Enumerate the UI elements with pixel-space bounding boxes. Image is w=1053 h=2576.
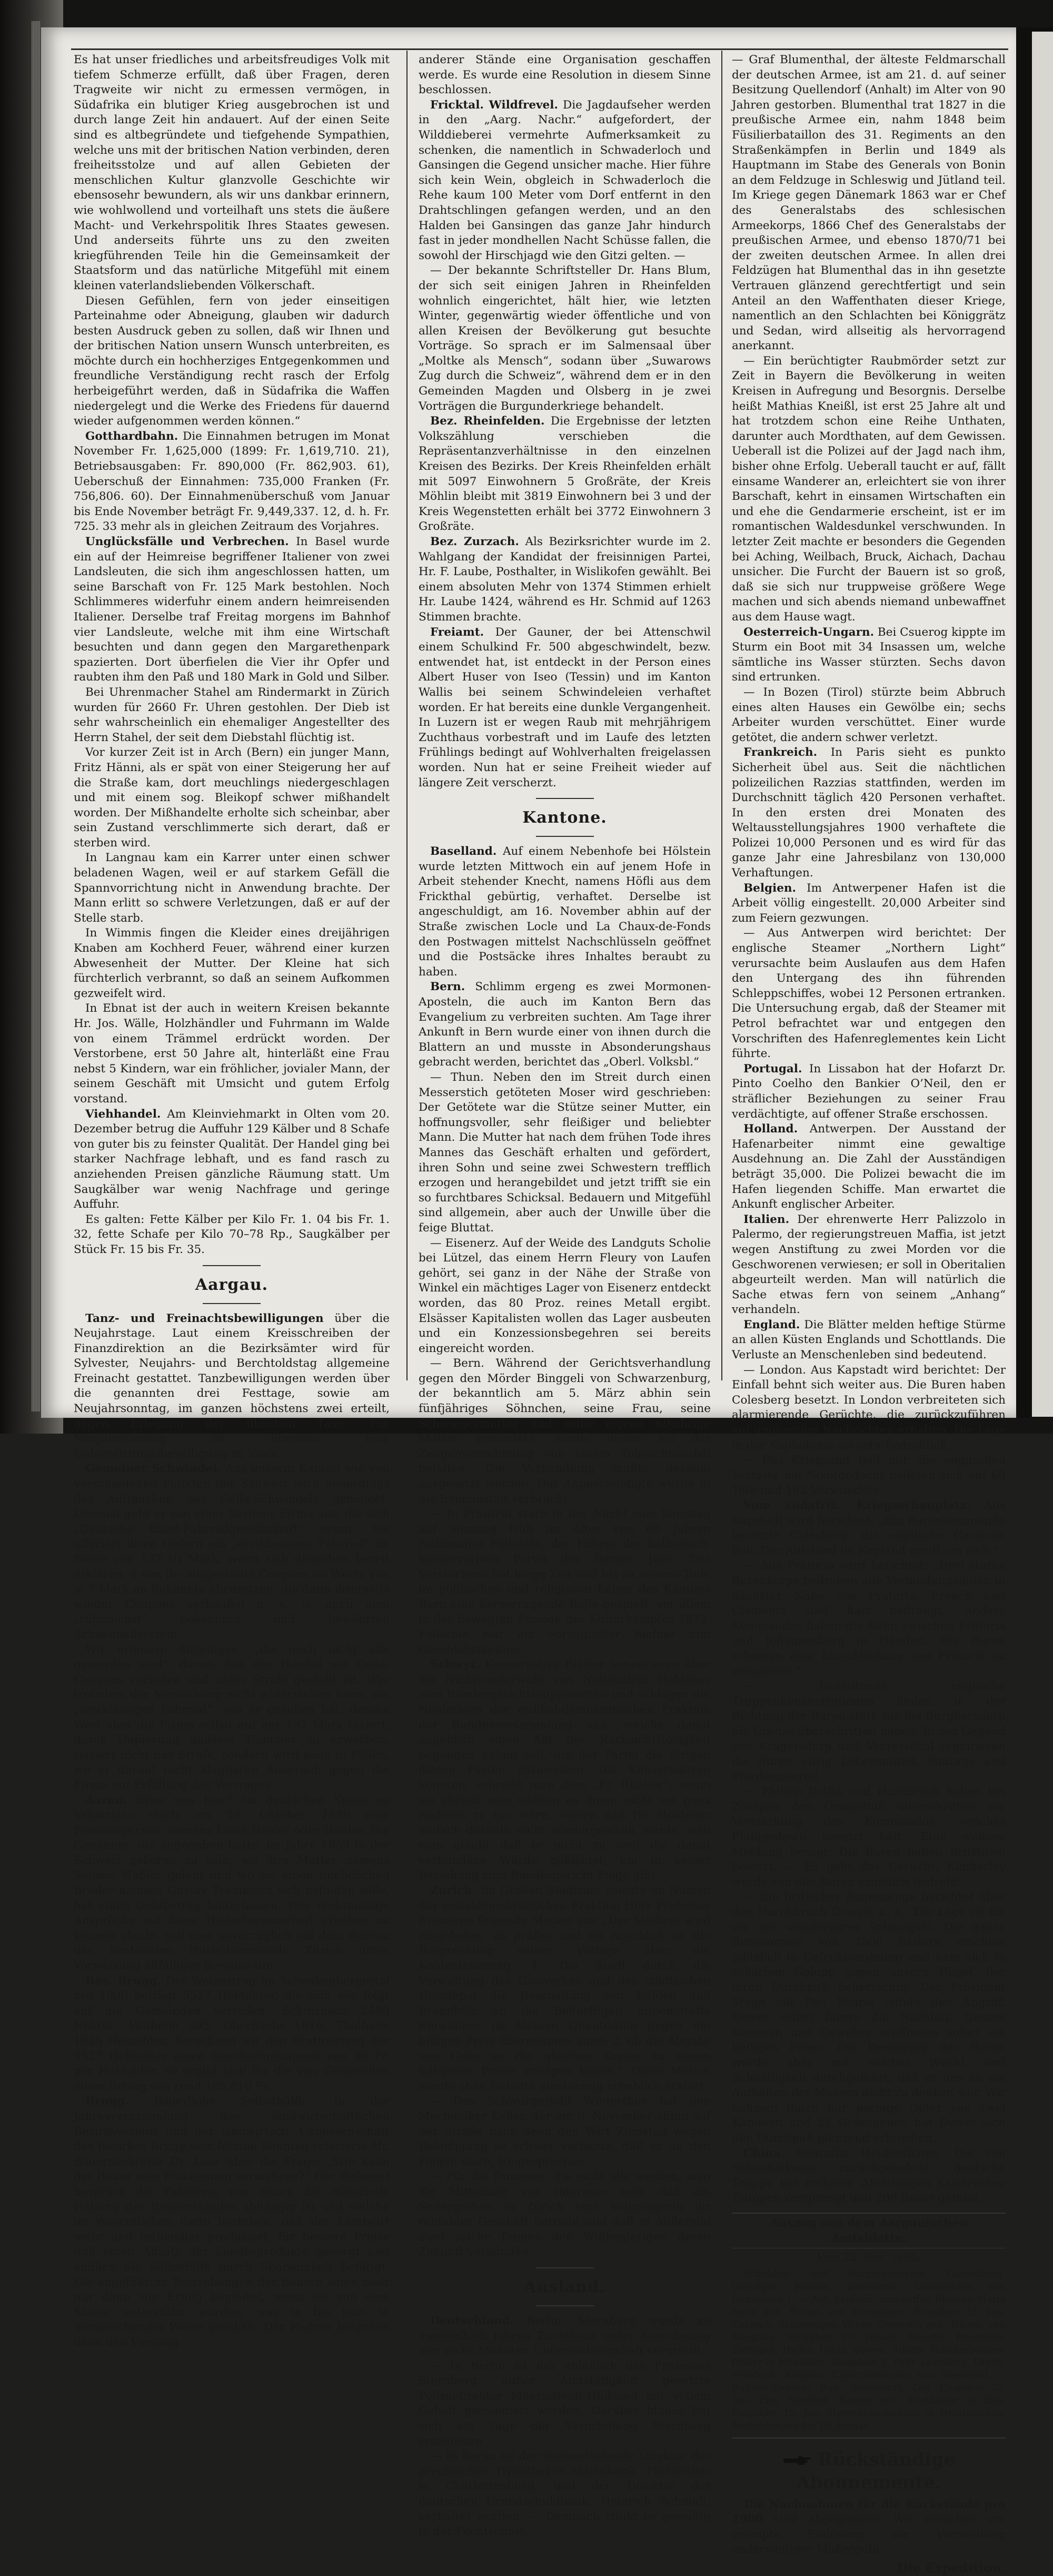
article-keyword: Bern. [430, 980, 465, 994]
top-rule [71, 48, 1008, 50]
article-paragraph: — Eisenerz. Auf der Weide des Landguts Scholie bei Lützel, das einem Herrn Fleury von Laufen gehört, sei ganz in der Nähe der Straße von Winkel ein mächtiges Lager von Eisenerz entdeckt worden, das 80 Proz. reines Metall ergibt. Elsässer Kapitalisten wollen das Lager ausbeuten und ein Konzessionsbegehren sei bereits eingereicht worden. [419, 1236, 711, 1355]
column-1 [74, 53, 390, 2349]
article-keyword: Bez. Brugg. [85, 1974, 161, 1988]
article-paragraph: Bei Uhrenmacher Stahel am Rindermarkt in Zürich wurden für 2660 Fr. Uhren gestohlen. Der Dieb ist sehr wahrscheinlich ein ehemaliger Angestellter des Herrn Stahel, der seit dem Diebstahl flüchtig ist. [74, 685, 390, 744]
article-text: Bäuerliche Selbsthülfe. In der Jahresversammlung des landwirtschaftlichen Bezirksvereins und der landwirtsch. Genossenschaft des Bezirkes Brugg vom letzten Sonntag referierte Hr. Bauernsekretär Dr. Laur über die Frage: „Wie kann der Bauer sein Einkommen vermehren?“ Der Referent besprach die Faktoren, von denen die materielle Hebung des Bauernstandes abhängig ist und welche im Wesentlichen darin bestehen, daß der Landwirt mehr und rationeller produziert, für bessere Preise und einen Absatz der Landesprodukte gesorgt und endlich die Selbsthilfe durch Sparsamkeit betätigt. Die angeführten Bestrebungen der Bauern seien zwar nur dann von Erfolg begleitet, wenn sie von dem Staate unterstützt würden, was in bis jetzt in unzureichender Weise geschah. Der Redner besprach dann den Vorgang [74, 2095, 390, 2349]
pointing-hand-icon [782, 2454, 812, 2467]
article-paragraph: — Thun. Neben den im Streit durch einen Messerstich getöteten Moser wird geschrieben: Der Getötete war die Stütze seiner Mutter, ein hoffnungsvoller, sehr fleißiger und beliebter Mann. Die Mutter hat nach dem frühen Tode ihres Mannes das Geschäft erhalten und gefördert, ihren Sohn und seine zwei Schwestern trefflich erzogen und herangebildet und jetzt trifft sie ein so furchtbares Schicksal. Bedauern und Mitgefühl sind allgemein, aber auch der Unwille über die feige Bluttat. [419, 1071, 711, 1235]
column-3 [732, 53, 1006, 2576]
article-paragraph: — In Berlin ist der anläßlich des Prozesses Sternberg außer Amtstätigkeit gesetzte Polizeidirektor Meerscheidt-Hüllesen mit vollem Gehalt pensioniert worden. Darüber hinaus hat sich am Tage der Verurteilung Sternberg erschossen. [419, 2359, 711, 2448]
article-text: Schlimm ergeng es zwei Mormonen-Aposteln, die auch im Kanton Bern das Evangelium zu verbreiten suchten. Am Tage ihrer Ankunft in Bern wurde einer von ihnen durch die Blattern an und musste in Absonderungshaus gebracht werden, berichtet das „Oberl. Volksbl.“ [419, 980, 711, 1069]
notice-heading [732, 2448, 1006, 2494]
article-paragraph: — Bern. Während der Gerichtsverhandlung gegen den Mörder Binggeli von Schwarzenburg, der bekanntlich am 5. März abhin sein fünfjähriges Söhnchen, seine Frau, seine Schwiegermutter und seine eigene 69jährige Mutter ermordete, wurde dieser bei der Zeugenvernehmung von einem Tobsuchtsanfall befallen. Die Verhandlung mußte deshalb ausgesetzt werden. Der Angeschuldigte wurde in die Irrenanstalt verbracht. [419, 1357, 711, 1506]
article-text: Die Ergebnisse der letzten Volkszählung verschieben die Repräsentanzverhältnisse in den einzelnen Kreisen des Bezirks. Der Kreis Rheinfelden erhält mit 5097 Einwohnern 5 Großräte, der Kreis Möhlin bleibt mit 3819 Einwohnern bei 3 und der Kreis Wegenstetten erhält bei 3772 Einwohnern 3 Großräte. [419, 414, 711, 534]
section-divider [536, 2305, 594, 2306]
article-paragraph: anderer Stände eine Organisation geschaffen werde. Es wurde eine Resolution in diesem Sinne beschlossen. [419, 53, 711, 97]
article-paragraph: — In Pruntrut starb in der Nacht vom Samstag auf Sonntag früh im Alter von 68 Jahren Nationalrat Follatete, der Führer der katholisch-konservativen Partei des Berner Jura. Der Verstorbene hat lange Zeit und bis zu seinem Tode im politischen und religiösen Leben des Kantons Bern eine hervorragende Rolle gespielt, vor allem in der bewegten Periode des Kulturkampfes 1873. Follatete war ein vorzüglicher Redner und Geschichtskenner. [419, 1507, 711, 1656]
adjacent-page-edge [1032, 32, 1053, 1417]
article-text: In Basel wurde ein auf der Heimreise begriffener Italiener von zwei Landsleuten, die sich ihm angeschlossen hatten, um seine Barschaft von Fr. 125 Mark bestohlen. Noch Schlimmeres widerfuhr einem andern heimreisenden Italiener. Derselbe traf Freitag morgens im Bahnhof vier Landsleute, welche mit ihm eine Wirtschaft besuchten und dann gegen den Margarethenpark spazierten. Dort überfielen die Vier ihr Opfer und raubten ihm den Paß und 180 Mark in Gold und Silber. [74, 535, 390, 684]
article-text: über die Neujahrstage. Laut einem Kreisschreiben der Finanzdirektion an die Bezirksämter wird für Sylvester, Neujahrs- und Berchtoldstag allgemeine Freinacht gestattet. Tanzbewilligungen werden über die genannten drei Festtage, sowie am Neujahrsonntag, im ganzen höchstens zwei erteilt, gegen Erlegung der üblichen Taxe. Für Neujahrsonntag ist überdies eine Ueberwirtungsbewilligung zu lösen. [74, 1311, 390, 1460]
article-paragraph: — Das Kriegsamt teilt mit: die englischen Verluste bei Nooitgedacht beliefen sich auf 60 Tote und 162 Verwundete. [732, 1454, 1006, 1497]
notice-heading-text: Rückständige Abonnemente. [796, 2449, 956, 2493]
article-text: Deutsche Heldenthaten. Die von Schanhaikwan zurückgekehrte deutsche Truppe hat mehrere Abteilungen kaiserlicher Truppen zersprengt und 200 Boxer getötet. [732, 2146, 1006, 2205]
article-paragraph: In Ebnat ist der auch in weitern Kreisen bekannte Hr. Jos. Wälle, Holzhändler und Fuhrmann im Walde von einem Trämmel erdrückt worden. Der Verstorbene, erst 50 Jahre alt, hinterläßt eine Frau nebst 5 Kindern, war ein fröhlicher, jovialer Mann, der seinem Geschäft mit Umsicht und gutem Erfolg vorstand. [74, 1002, 390, 1106]
article-keyword: Schwyz. [430, 1658, 480, 1672]
article-text: In Lissabon hat der Hofarzt Dr. Pinto Coelho den Bankier O’Neil, den er sträflicher Beziehungen zu seiner Frau verdächtigte, auf offener Straße erschossen. [732, 1062, 1006, 1121]
article-text: Konservative Blätter lamentieren über die Nichtwiederwahl von Nationalrat Holdener zum Bundesgerichtssuppleanten und schlagen die Niederlage der radikal-demokratischen Fraktion der Bundesversammlung aus, welche damit angeblich einen Akt der Rücksichtslosigkeit begangen haben soll, um der Partei die ihrigen diesen Posten zuzuweisen. Die Konservativen könnten, schreibt man dem „Fr. Rhätier“, wenn sie ehrlich sein wollten es ihnen nicht um ganz Anderes zu tun wäre, wissen daß Hr. Holdener einfach deshalb nicht wiedergewählt wurde, weil man glaubt daß er nicht zu weit die damit verbundene Würde gekleidet, um in keiner Beziehung zum Bundesgericht Folge gibt. [419, 1658, 711, 1882]
article-keyword: China. [743, 2146, 784, 2160]
article-paragraph: — In Berlin ist der stellvertretende Direktor der preußischen Hypotheken-Aktienbank, Tüchmüller in Charlottenburg, und der Direktor der deutschen Grundschuldbank, Heinrich Schmidt, verhaftet worden. — Demnach stinkt es gewaltig in der Fechtschule. [419, 2450, 711, 2539]
article-keyword: Tanz- und Freinachtsbewilligungen [85, 1311, 324, 1325]
article-paragraph: — Das Schwurgericht Winterthur hat den Mechaniker Keller, der am 9. November abhin auf der Straße nach Seen den Wirt Zumstag wegen Beleidigung so schwer verletzte, daß er an den Folgen starb, freigesprochen. [419, 2095, 711, 2168]
article-paragraph: Es galten: Fette Kälber per Kilo Fr. 1. 04 bis Fr. 1. 32, fette Schafe per Kilo 70–78 Rp., Saugkälber per Stück Fr. 15 bis Fr. 35. [74, 1212, 390, 1256]
column-rule-1 [406, 51, 408, 1380]
article-text: Der Weinertrag im Schenkenbergertal pro 1900 beträgt 5527 Hektoliter, die sich wie folgt auf die Gemeinden verteilen: Schinznach 2490 Hektol., Veltheim 395, Oberflachs 1616, Thalheim 1025 Hektoliter. Berechnen wir den Bruttoertrag der 5527 Hektoliter einen Durchschnittspreis von 30 Fr. per Hektoliter, so ergibt sich für die vier Gemeinden einen Ertrag von rund 165,810 Fr. [74, 1974, 390, 2093]
amtsblatt-date: Vom 22. Dez. 1900. [817, 2251, 921, 2264]
article-text: Antwerpen. Der Ausstand der Hafenarbeiter nimmt eine gewaltige Ausdehnung an. Die Zahl der Ausständigen beträgt 35,000. Die Polizei bewacht die im Hafen liegenden Schiffe. Man erwartet die Ankunft englischer Arbeiter. [732, 1122, 1006, 1211]
article-keyword: Viehhandel. [85, 1107, 161, 1121]
article-paragraph: — Aus Antwerpen wird berichtet: Der englische Steamer „Northern Light“ verursachte beim Auslaufen aus dem Hafen den Untergang des ihn führenden Schleppschiffes, wobei 12 Personen ertranken. Die Untersuchung ergab, daß der Steamer mit Petrol befrachtet war und entgegen den Vorschriften des Hafenreglementes kein Licht führte. [732, 926, 1006, 1061]
article-keyword: Fricktal. Wildfrevel. [430, 98, 558, 112]
article-keyword: Aarau. [85, 1793, 127, 1807]
article-text: Etwa von hier? Im deutschen Spital zu Valparaiso starb am 25. Oktober 1899 eine Frauensperson, namens Luise Hasler oder Haßler. Die Genannte, die angegeben hatte, im Jahre 1859 in der Schweiz geboren zu sein, wo ihre Mutter namens Salome Haßler gelebt und wo sie einen unehelichen Bruder namens Gustav Trammsch sich befinden solle, hat einen Geldbetrag hinterlassen. Wer rechtmäßige Ansprüche auf diese Hinterlassenschaft erheben zu können glaubt, soll dies unverzüglich auf dem Bureau des kantonalen Polizeikommando Zürich unter Vorweisung allfälliger Beweise tun. [74, 1793, 390, 1973]
article-paragraph: — Der bekannte Schriftsteller Dr. Hans Blum, der sich seit einigen Jahren in Rheinfelden wohnlich eingerichtet, hält hier, wie letzten Winter, gegenwärtig wieder öffentliche und von allen Kreisen der Bevölkerung gut besuchte Vorträge. So sprach er im Salmensaal über „Moltke als Mensch“, sodann über „Suwarows Zug durch die Schweiz“, während dem er in den Gemeinden Magden und Olsberg in je zwei Vorträgen die Burgunderkriege behandelt. [419, 264, 711, 413]
article-keyword: Belgien. [743, 881, 797, 895]
column-2 [419, 53, 711, 2539]
article-paragraph: In Wimmis fingen die Kleider eines dreijährigen Knaben am Kochherd Feuer, während einer kurzen Abwesenheit der Mutter. Der Kleine hat sich fürchterlich verbrannt, so daß an seinem Aufkommen gezweifelt wird. [74, 926, 390, 1000]
article-paragraph: — Bedeutende englische Truppenkonzentrationen finden in der Richtung der Buren statt, die bei Burghersdorp die Grenze überschritten haben. In der Gegend von Krügersdorp und Ventersdaal requirieren die Buren eifrig Lebensmittel, Fourage und Pferdematerial. [732, 1680, 1006, 1783]
article-text: Der Gauner, der bei Attenschwil einem Schulkind Fr. 500 abgeschwindelt, bezw. entwendet hat, ist entdeckt in der Person eines Albert Huser von Iseo (Tessin) und im Kanton Wallis bei seinem Schwindeleien verhaftet worden. Er hat bereits eine dunkle Vergangenheit. In Luzern ist er wegen Raub mit mehrjährigem Zuchthaus vorbestraft und im Laufe des letzten Frühlings bedingt auf Wohlverhalten freigelassen worden. Nun hat er seine Freiheit wieder auf längere Zeit verscherzt. [419, 625, 711, 789]
article-keyword: Gotthardbahn. [85, 429, 178, 443]
page-edges [32, 21, 40, 1412]
article-keyword: Baselland. [430, 845, 497, 858]
article-paragraph: — London. Aus Kapstadt wird berichtet: Der Einfall behnt sich weiter aus. Die Buren haben Colesberg besetzt. In London verbreiteten sich alarmierende Gerüchte, die zurückzuführen auf ungünstige Nachrichten erhalten. Die Lage in der Kapkolonie sei sehr bedrohlich. [732, 1363, 1006, 1452]
article-paragraph: — In Bozen (Tirol) stürzte beim Abbruch eines alten Hauses ein Gewölbe ein; sechs Arbeiter wurden verschüttet. Einer wurde getötet, die andern schwer verletzt. [732, 685, 1006, 744]
article-keyword: Die Nachnahmen für die Rückstände pro 1900 [732, 2498, 1006, 2526]
article-keyword: England. [743, 1318, 800, 1331]
article-text: Die Blätter melden heftige Stürme an allen Küsten Englands und Schottlands. Die Verluste an Menschenleben sind bedeutend. [732, 1318, 1006, 1362]
article-text: Aus unserm Kanton wie von verschiedenen Punkten der Schweiz wird neuerdings das Auftauchen des Gella-Schwindels gemeldet. Diesmal geht er von einer Berliner Firma aus, die sich „Deutsche Elliot-Fahrradgesellschaft“ nennt. Sie offeriert ihren Opfern ein „erstklassiges Fahrrad“ im Werte von 137 (!) Mark, wenn sich dieselben bereit erklären, 4 von ihr ausgestellte Coupons im Werte von je 7 Mark an Bekannte abzusetzen, die dann ihrerseits wieder Coupons verkaufen u. s. w. nach dem „rühmlichst“ bekannten und bewährten Schneeballsystem. [74, 1462, 390, 1641]
article-paragraph: — Aus Prätoria wird berichtet: „Drei starke Burenkorps bedrohen alle Verbindungslinien in nächster Nähe von Prätoria. French und Clements sind hart bedrängt. Andere Kommandos haben die Bahn zwischen Prätoria und Johannesburg in Händen. Die Buren scheinen eine Einschließung von Prätoria zu versuchen.“ [732, 1559, 1006, 1678]
amtsblatt-text: Schulden- und Bürgschaftsrufe. Laufenburg. Oeschger, Johann, gewesener Unterlehrer, von Gansingen †. — Akt. Fridolin, und deffen Ehefrau Maria Anna geb. Bürge, von Hornussen. Eingaben 23. Jan. Zurzach. Schleuniger, Witwe Genovefa geb. Häseli, von Klingnau. Eingaben 23. Januar. Benefiz. Inventarii. Zofingen. Haller, Louis, gewes. Adolfs, Tabakarbeiters, früher in Menziken. Eingaben 2. Febr. Lenzburg. Urech, Friedrich, Kaspars, Cigarrenmacher, von Niederwil. — Bühnen-Gauschi, Rud., Schlossers, Zug. Eingaben 22. Jan. Zug. Streibel, Kaspar sel., Posthalter in Zug. Eingaben 15. Jan. Hypothekarkanzlei in Hendschiken. Anmeldungen bis 10. Januar. [732, 2268, 1006, 2431]
section-heading-ausland: Ausland. [524, 2277, 605, 2296]
section-divider [536, 2267, 594, 2268]
article-text: Die Jagdaufseher werden in den „Aarg. Nachr.“ aufgefordert, der Wilddieberei vermehrte Aufmerksamkeit zu schenken, die namentlich in Schwaderloch und Gansingen die Gegend unsicher mache. Hier führe sich kein Wein, obgleich in Schwaderloch die Rehe kaum 100 Meter vom Dorf entfernt in den Drahtschlingen gefangen werden, und an den Halden bei Gansingen das ganze Jahr hindurch fast in jeder mondhellen Nacht Schüsse fallen, die sowohl der Hirschjagd wie den Gitzi gelten. — [419, 98, 711, 262]
article-text: Aus Kapstadt wird berichtet: „Ein Burenkommando besetzte Colesberg; die englische Garnison floh. Der Aufstand im Kapland greift um sich.“ [732, 1499, 1006, 1557]
article-keyword: Vom südafrik. Kriegsschauplatz. [743, 1499, 970, 1512]
article-keyword: Unglücksfälle und Verbrechen. [85, 535, 289, 548]
article-text: Im Antwerpener Hafen ist die Arbeit völlig eingestellt. 20,000 Arbeiter sind zum Feiern gezwungen. [732, 881, 1006, 925]
article-keyword: Bez. Rheinfelden. [430, 414, 545, 428]
article-text: Der ehrenwerte Herr Palizzolo in Palermo, der regierungstreuen Maffia, ist jetzt wegen Anstiftung zu zwei Morden vor die Geschworenen verwiesen; er soll in Oberitalien abgeurteilt werden. Man will natürlich die Sache etwas fern von seinem „Anhang“ verhandeln. [732, 1212, 1006, 1317]
article-keyword: Holland. [743, 1122, 798, 1136]
article-keyword: Portugal. [743, 1062, 802, 1075]
article-paragraph: — Graf Blumenthal, der älteste Feldmarschall der deutschen Armee, ist am 21. d. auf seiner Besitzung Quellendorf (Anhalt) im Alter von 90 Jahren gestorben. Blumenthal trat 1827 in die preußische Armee ein, nahm 1848 beim Füsilierbataillon des 31. Regiments an den Straßenkämpfen in Berlin und 1849 als Hauptmann im Stabe des Generals von Bonin an dem Feldzuge in Schleswig und Jütland teil. Im Kriege gegen Dänemark 1863 war er Chef des Generalstabs des schlesischen Armeekorps, 1866 Chef des Generalstabs der preußischen Armee, und ebenso 1870/71 bei der zweiten deutschen Armee. In allen drei Feldzügen hat Blumenthal das in ihn gesetzte Vertrauen glänzend gerechtfertigt und sein Anteil an den Waffenthaten dieser Kriege, namentlich an den Schlachten bei Königgrätz und Sedan, wird allseitig als hervorragend anerkannt. [732, 53, 1006, 353]
section-heading-kantone: Kantone. [522, 808, 607, 827]
article-paragraph: Es hat unser friedliches und arbeitsfreudiges Volk mit tiefem Schmerze erfüllt, daß über Fragen, deren Tragweite wir nicht zu ermessen vermögen, in Südafrika ein blutiger Krieg ausgebrochen ist und durch lange Zeit hin andauert. Auf der einen Seite sind es altbegründete und tiefgehende Sympathien, welche uns mit der britischen Nation verbinden, deren freiheitsstolze und auf allen Gebieten der menschlichen Kultur glanzvolle Geschichte wir ebensosehr bewundern, als wir uns dankbar erinnern, wie wohlwollend und vorteilhaft uns stets die äußere Macht- und Verkehrspolitik Ihres Staates gewesen. Und anderseits führte uns zu den zweiten kriegführenden Teile hin die Gemeinsamkeit der Staatsform und das natürliche Mitgefühl mit einem kleinen vaterlandsliebenden Völkerschaft. [74, 53, 390, 292]
article-keyword: Freiamt. [430, 625, 484, 639]
article-keyword: Zürich. [430, 1884, 476, 1898]
article-text: sind abgegangen. Wir ersuchen um prompte Einlösung zur Vermeidung anderweitiger Maßregeln. [732, 2513, 1006, 2557]
article-paragraph: In Langnau kam ein Karrer unter einen schwer beladenen Wagen, weil er auf starkem Gefäll die Spannvorrichtung nicht in Anwendung brachte. Der Mann erlitt so schwere Verletzungen, daß er auf der Stelle starb. [74, 851, 390, 925]
article-paragraph: Vor kurzer Zeit ist in Arch (Bern) ein junger Mann, Fritz Hänni, als er spät von einer Steigerung her auf die Straße kam, dort meuchlings niedergeschlagen und mit einem sog. Bleikopf schwer mißhandelt worden. Der Mißhandelte erholte sich scheinbar, aber sein Zustand verschlimmerte sich derart, daß er sterben wird. [74, 746, 390, 850]
article-text: Berlin. Sternberg wurde zu zweieinhalb Jahren Zuchthaus unter Anrechnung von sechs Monaten Untersuchungshaft verurteilt. [419, 2314, 711, 2358]
article-text: Auf einem Nebenhofe bei Hölstein wurde letzten Mittwoch ein auf jenem Hofe in Arbeit stehender Knecht, namens Höfli aus dem Frickthal gebürtig, verhaftet. Derselbe ist angeschuldigt, am 16. November abhin auf der Straße zwischen Locle und La Chaux-de-Fonds den Postwagen mittelst Nachschlüsseln geöffnet und die Postsäcke ihres Inhaltes beraubt zu haben. [419, 845, 711, 979]
expedition-signature: Die Expedition. [897, 2560, 1006, 2576]
article-text: Am Kleinviehmarkt in Olten vom 20. Dezember betrug die Auffuhr 129 Kälber und 8 Schafe von guter bis zu feinster Qualität. Der Handel ging bei starker Nachfrage lebhaft, und es fand rasch zu anziehenden Preisen gänzliche Räumung statt. Um Saugkälber war wenig Nachfrage und geringe Auffuhr. [74, 1107, 390, 1211]
section-heading-aargau: Aargau. [195, 1275, 269, 1294]
article-text: Bei Csuerog kippte im Sturm ein Boot mit 34 Insassen um, welche sämtliche ins Wasser stürzten. Sechs davon sind ertrunken. [732, 625, 1006, 684]
article-text: Im Großen Stadtrate reichte im Namen der sozialdemokratischen Fraktion Herr Professor Erismann folgende Motion ein: „Der Stadtrat wird eingeladen, zu prüfen und im Anschluß an die Besprechung seiner Vorlage über die Kohlenteuerung: 1. Die Stadt durch die Verwaltung des Gaswerkes und des städtischen Holzdepot die Beschaffung von Kohlen und Brennholz an die Bedürftigen unbemittelte Einwohner im kleinen Quantitäten gegen ein billigen Preis übernehmen kann; 2. ob die Abgabe von Coke an die gleichen Kreise zu einem billigeren Preise erfolgen könne.“ Diese Motion wurde ohne Debatte einstimmig erheblich erklärt. [419, 1884, 711, 2093]
article-keyword: Frankreich. [743, 746, 818, 759]
article-keyword: Oesterreich-Ungarn. [743, 625, 875, 639]
article-paragraph: — Ein britischer Augenzeuge berichtet über den Durchbruch Dewets u. a.: Die Lage ist bis um ein wunderbares Schauspiel. Die ganze Burenarmee von 2500 Reitern erschien plötzlich in Gefechtsordnung und kam sich in scharfem Galopp gegen unsern Hügel, der ihren Durchpaß beherrschte. Der Präsident Steijn mit Piet Fourié leitete den Angriff. Dewet selbst führte die Nachhut. Unsere Kanonen und Gewehre eröffneten sofort ein heftiges Feuer. Die Bewegung der Buren wurde aber mit solcher Wucht und Schnelligkeit durchgeführt, daß es uns an ein Aufhalten der Massen nicht zu denken war. Wir nahmen ihnen nur geringe Opfer von zwei Kanonen und 25 Gefangenen hat Dewet sich den Durchpaß glänzend erbrochen. [732, 1890, 1006, 2145]
section-divider [536, 798, 594, 799]
section-divider [203, 1303, 261, 1304]
amtsblatt-heading: Auszug aus dem Aargauischen Amtsblatte. [732, 2213, 1006, 2248]
section-divider [536, 836, 594, 837]
article-keyword: Italien. [743, 1212, 790, 1226]
article-keyword: Gemeiner Schwindel. [85, 1462, 221, 1476]
article-text: Als Bezirksrichter wurde im 2. Wahlgang der Kandidat der freisinnigen Partei, Hr. F. Laube, Posthalter, in Wislikofen gewählt. Bei einem absoluten Mehr von 1374 Stimmen erhielt Hr. Laube 1424, während es Hr. Schmid auf 1263 Stimmen brachte. [419, 535, 711, 624]
article-keyword: Deutschland. [430, 2314, 514, 2327]
article-keyword: Bez. Zurzach. [430, 535, 519, 548]
section-divider [732, 2437, 1006, 2439]
article-paragraph: Wir erinnern diejenigen, „die noch nicht alle geworden sind“, daran, daß der Handel mit Gella-Coupons verboten und unter Strafe gestellt ist. Wer trotzdem der Versuchung nicht widerstehen kann, ein „erstklassiges Fahrrad“, wie er gesehen hat, dessen Wert aber die Firma selbst auf nur 137 Mark taxiert, durch Dupierung anderer Dummer zu erwerben, riskiert nicht nur Strafe, sondern wird auch in Fällen, wo er darauf nicht klagbaren Anspruch gegen die Firma auf Erfüllung des Vertrages. [74, 1643, 390, 1792]
article-paragraph: — Für die Dummen, die nicht alle werden, mag die Mitteilung von Interesse sein, daß am Seilergraben in Zürich eine Wahrsagerin ihr rentables Geschäft betreibt und daß in Außersihl zwei solche Damen den Wißbegierigen deren Zukunft verkünden. [419, 2170, 711, 2259]
article-keyword: Brugg. [85, 2095, 129, 2108]
article-paragraph: — Philipp Botha und Hazebrook haben bei Zoutpan den Oranjefluß überschritten zur Verstärkung des Kommandos, welches Philippstown besetzt hält. Eine weitere Meldung besagt: Die Buren haben Britstown besetzt. — Es geht das Gerücht, Kimberley werde von den Buren ernstlich bedroht. [732, 1785, 1006, 1889]
article-paragraph: — Ein berüchtigter Raubmörder setzt zur Zeit in Bayern die Bevölkerung in weiten Kreisen in Aufregung und Besorgnis. Derselbe heißt Mathias Kneißl, ist erst 25 Jahre alt und hat trotzdem schon eine Reihe Unthaten, darunter auch Mordthaten, auf dem Gewissen. Ueberall ist die Polizei auf der Jagd nach ihm, bisher ohne Erfolg. Ueberall taucht er auf, fällt einsame Wanderer an, erleichtert sie von ihrer Barschaft, kehrt in einsamen Wirtschaften ein und ehe die Gendarmerie erscheint, ist er im romantischen Waldesdunkel verschwunden. In letzter Zeit machte er besonders die Gegenden bei Aching, Weilbach, Bruck, Aichach, Dachau unsicher. Die Furcht der Bauern ist so groß, daß sie sich nur truppweise größere Wege machen und sich abends niemand unbewaffnet aus dem Hause wagt. [732, 354, 1006, 624]
column-rule-2 [721, 51, 722, 1380]
article-text: Die Einnahmen betrugen im Monat November Fr. 1,625,000 (1899: Fr. 1,619,710. 21), Betriebsausgaben: Fr. 890,000 (Fr. 862,903. 61), Ueberschuß der Einnahmen: 735,000 Franken (Fr. 756,806. 60). Der Einnahmenüberschuß vom Januar bis Ende November beträgt Fr. 9,449,337. 12, d. h. Fr. 725. 33 mehr als in gleichen Zeitraum des Vorjahres. [74, 429, 390, 534]
section-divider [203, 1265, 261, 1266]
article-text: In Paris sieht es punkto Sicherheit übel aus. Seit die nächtlichen polizeilichen Razzias stattfinden, werden im Durchschnitt täglich 420 Personen verhaftet. In den ersten drei Monaten des Weltausstellungsjahres 1900 verhaftete die Polizei 10,000 Personen und es wird für das ganze Jahr eine Jahresbilanz von 130,000 Verhaftungen. [732, 746, 1006, 880]
article-paragraph: Diesen Gefühlen, fern von jeder einseitigen Parteinahme oder Abneigung, glauben wir dadurch besten Ausdruck geben zu sollen, daß wir Ihnen und der britischen Nation unsern Wunsch unterbreiten, es möchte durch ein hochherziges Entgegenkommen und freundliche Verständigung recht rasch der Erfolg herbeigeführt werden, daß in Südafrika die Waffen niedergelegt und die Werke des Friedens für dauernd wieder aufgenommen werden können.“ [74, 294, 390, 428]
